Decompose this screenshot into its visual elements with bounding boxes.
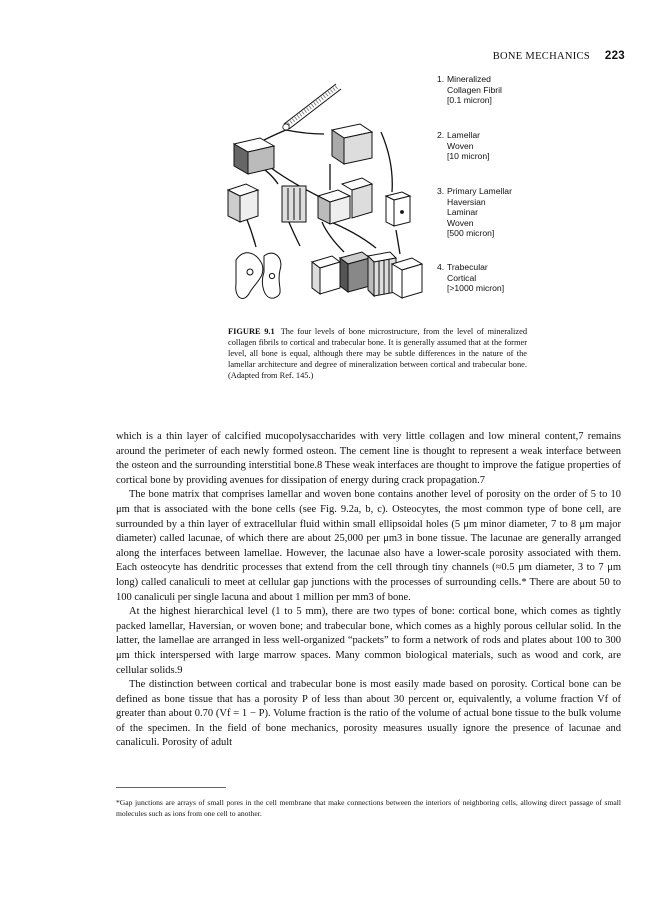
body-paragraph-4: The distinction between cortical and trabecular bone is most easily made based on porosity. Cortical bone can be defined as bone tissue that has a porosity P of less than about 30 percent or, equivalently, a volume fraction Vf of greater than about 0.70 (Vf = 1 − P). Volume fraction is the ratio of the volume of actual bone tissue to the bulk volume of the specimen. In the field of bone mechanics, porosity measures usually ignore the presence of lacunae and canaliculi. Porosity of adult <box>116 679 621 749</box>
body-paragraph-2: The bone matrix that comprises lamellar and woven bone contains another level of porosity on the order of 5 to 10 μm that is associated with the bone cells (see Fig. 9.2a, b, c). Osteocytes, the most common type of bone cell, are surrounded by a thin layer of extracellular fluid within small ellipsoidal holes (5 μm minor diameter, 7 to 8 μm major diameter) called lacunae, of which there are about 25,000 per μm3 in bone tissue. The lacunae are generally arranged along the interfaces between lamellae. However, the lacunae also have a lower-scale porosity associated with them. Each osteocyte has dendritic processes that extend from the cell through tiny channels (≈0.5 μm diameter, 3 to 7 μm long) called canaliculi to meet at cellular gap junctions with the processes of surrounding cells.* There are about 50 to 100 canaliculi per single lacuna and about 1 million per mm3 of bone. <box>116 489 621 603</box>
bone-hierarchy-illustration <box>226 72 426 322</box>
level-2-line-1: Lamellar <box>447 130 480 140</box>
trabecular-cortical-cubes <box>236 252 422 298</box>
level-4-number: 4. <box>437 262 445 272</box>
level-3-line-4: Woven <box>447 217 474 228</box>
hierarchy-level-labels <box>437 74 567 294</box>
figure-caption-text: The four levels of bone microstructure, from the level of mineralized collagen fibrils to cortical and trabecular bone. It is generally assumed that at the former level, all bone is equal, although there may be subtle differences in the nature of the lamellar architecture and degree of mineralization between cortical and trabecular bone. (Adapted from Ref. 145.) <box>228 327 528 380</box>
page-number: 223 <box>604 50 625 62</box>
body-paragraph-3: At the highest hierarchical level (1 to 5 mm), there are two types of bone: cortical bone, which comes as tightly packed lamellar, Haversian, or woven bone; and trabecular bone, which comes as a highly porous cellular solid. In the latter, the lamellae are arranged in less well-organized “packets” to form a network of rods and plates about 100 to 300 μm thick interspersed with large marrow spaces. Many common biological materials, such as wood and cork, are cellular solids.9 <box>116 606 621 676</box>
level-3-line-5: [500 micron] <box>447 228 495 239</box>
figure-caption-label: FIGURE 9.1 <box>228 327 275 336</box>
primary-haversian-cubes <box>228 178 410 226</box>
running-title: BONE MECHANICS <box>492 51 590 62</box>
level-2-number: 2. <box>437 130 445 140</box>
level-2-label <box>437 130 567 186</box>
body-text <box>116 430 621 751</box>
figure-caption <box>228 326 527 381</box>
level-3-line-1: Primary Lamellar <box>447 186 512 196</box>
level-4-line-3: [>1000 micron] <box>447 283 505 294</box>
level-1-line-2: Collagen Fibril <box>447 84 502 95</box>
body-paragraph-1: which is a thin layer of calcified mucopolysaccharides with very little collagen and low mineral content,7 remains around the perimeter of each newly formed osteon. The cement line is thought to represent a weak interface between the osteon and the surrounding interstitial bone.8 These weak interfaces are thought to improve the fatigue properties of cortical bone by providing avenues for dissipation of energy during crack propagation.7 <box>116 431 621 486</box>
level-4-line-2: Cortical <box>447 272 477 283</box>
collagen-fibril-drawing <box>283 84 341 130</box>
level-2-line-3: [10 micron] <box>447 151 490 162</box>
level-2-line-2: Woven <box>447 140 474 151</box>
level-1-line-3: [0.1 micron] <box>447 95 492 106</box>
level-4-label <box>437 262 567 294</box>
level-3-label <box>437 186 567 262</box>
level-1-number: 1. <box>437 74 445 84</box>
level-1-line-1: Mineralized <box>447 74 491 84</box>
footnote: *Gap junctions are arrays of small pores in the cell membrane that make connections between the interiors of neighboring cells, allowing direct passage of small molecules such as ions from one cell to another. <box>116 798 621 818</box>
running-header <box>493 50 625 62</box>
level-3-line-2: Haversian <box>447 196 486 207</box>
lamellar-woven-cubes <box>234 124 372 174</box>
level-3-line-3: Laminar <box>447 207 479 218</box>
level-4-line-1: Trabecular <box>447 262 488 272</box>
level-1-label <box>437 74 567 130</box>
footnote-rule <box>116 787 226 788</box>
level-3-number: 3. <box>437 186 445 196</box>
